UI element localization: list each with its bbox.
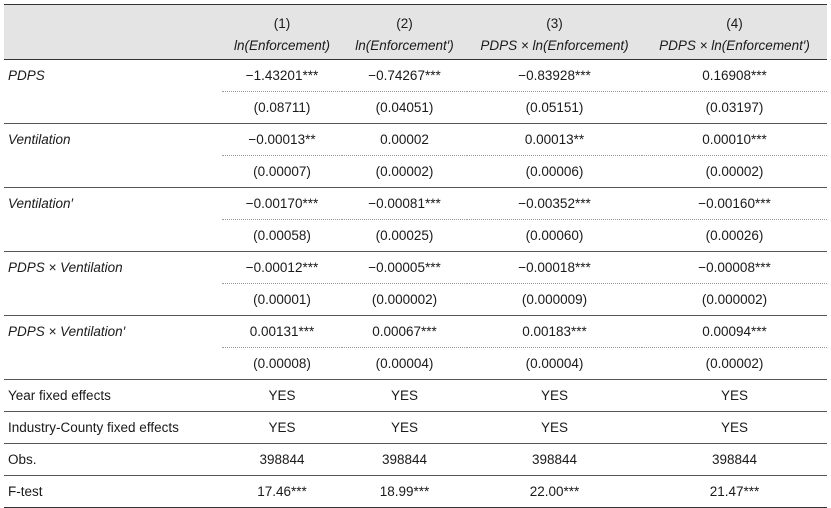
coef-cell: −0.00005*** [342,252,467,284]
col-title-4: PDPS × ln(Enforcement′) [642,31,827,60]
coef-cell: −0.00008*** [642,252,827,284]
footer-cell: YES [642,380,827,412]
coef-cell: −0.74267*** [342,60,467,92]
se-cell: (0.00058) [222,220,342,252]
coef-cell: −0.00012*** [222,252,342,284]
header-row-titles [4,31,827,60]
col-number-4: (4) [642,5,827,32]
row-label-ventilation: Ventilation [8,132,71,148]
footer-cell: YES [467,380,642,412]
footer-cell: 398844 [342,444,467,476]
footer-cell: 398844 [467,444,642,476]
coef-cell: −0.00081*** [342,188,467,220]
se-cell: (0.00006) [467,156,642,188]
se-cell: (0.000009) [467,284,642,316]
footer-cell: YES [342,412,467,444]
coef-cell: −0.00352*** [467,188,642,220]
coef-row-pdps-ventilation [4,252,827,284]
header-row-numbers [4,5,827,32]
col-title-2: ln(Enforcement′) [342,31,467,60]
se-row-pdps-ventilation [4,284,827,316]
footer-row-f-test [4,476,827,508]
footer-cell: YES [222,380,342,412]
coef-cell: 0.00094*** [642,316,827,348]
se-cell: (0.000002) [642,284,827,316]
se-row-pdps [4,92,827,124]
se-row-ventilation [4,156,827,188]
se-row-stub [4,156,222,188]
coef-row-ventilation-prime [4,188,827,220]
footer-label-industry-county-fe: Industry-County fixed effects [4,412,222,444]
footer-label-year-fe: Year fixed effects [4,380,222,412]
se-cell: (0.00002) [642,156,827,188]
coef-cell: 0.00067*** [342,316,467,348]
col-number-1: (1) [222,5,342,32]
row-label-pdps-ventilation: PDPS × Ventilation [8,260,123,276]
coef-cell: −1.43201*** [222,60,342,92]
row-label-ventilation-prime: Ventilation′ [8,196,74,212]
col-number-3: (3) [467,5,642,32]
coef-cell: −0.00170*** [222,188,342,220]
se-cell: (0.00008) [222,348,342,380]
footer-row-obs [4,444,827,476]
footer-label-f-test: F-test [4,476,222,508]
coef-cell: −0.00013** [222,124,342,156]
se-cell: (0.00025) [342,220,467,252]
se-cell: (0.04051) [342,92,467,124]
se-cell: (0.000002) [342,284,467,316]
coef-row-pdps-ventilation-prime [4,316,827,348]
coef-cell: −0.00160*** [642,188,827,220]
coef-cell: −0.83928*** [467,60,642,92]
footer-cell: YES [467,412,642,444]
footer-cell: 17.46*** [222,476,342,508]
se-row-stub [4,92,222,124]
regression-table [4,4,827,508]
se-row-ventilation-prime [4,220,827,252]
coef-cell: −0.00018*** [467,252,642,284]
se-cell: (0.00026) [642,220,827,252]
se-cell: (0.00004) [342,348,467,380]
footer-cell: YES [342,380,467,412]
footer-cell: YES [642,412,827,444]
footer-row-industry-county-fe [4,412,827,444]
se-cell: (0.00007) [222,156,342,188]
footer-cell: 398844 [642,444,827,476]
footer-row-year-fe [4,380,827,412]
footer-cell: 22.00*** [467,476,642,508]
row-label-pdps-ventilation-prime: PDPS × Ventilation′ [8,324,126,340]
footer-cell: 18.99*** [342,476,467,508]
se-row-pdps-ventilation-prime [4,348,827,380]
se-cell: (0.08711) [222,92,342,124]
row-label-pdps: PDPS [8,68,45,84]
col-title-1: ln(Enforcement) [222,31,342,60]
coef-cell: 0.00010*** [642,124,827,156]
footer-label-obs: Obs. [4,444,222,476]
se-cell: (0.00001) [222,284,342,316]
se-cell: (0.00002) [642,348,827,380]
footer-cell: 398844 [222,444,342,476]
se-cell: (0.00060) [467,220,642,252]
se-cell: (0.05151) [467,92,642,124]
footer-cell: YES [222,412,342,444]
col-number-2: (2) [342,5,467,32]
header-stub [4,5,222,32]
coef-cell: 0.00002 [342,124,467,156]
coef-row-ventilation [4,124,827,156]
se-cell: (0.00002) [342,156,467,188]
header-stub-2 [4,31,222,60]
se-row-stub [4,284,222,316]
coef-cell: 0.16908*** [642,60,827,92]
se-cell: (0.03197) [642,92,827,124]
se-row-stub [4,348,222,380]
coef-cell: 0.00131*** [222,316,342,348]
coef-row-pdps [4,60,827,92]
col-title-3: PDPS × ln(Enforcement) [467,31,642,60]
se-row-stub [4,220,222,252]
footer-cell: 21.47*** [642,476,827,508]
coef-cell: 0.00183*** [467,316,642,348]
coef-cell: 0.00013** [467,124,642,156]
se-cell: (0.00004) [467,348,642,380]
